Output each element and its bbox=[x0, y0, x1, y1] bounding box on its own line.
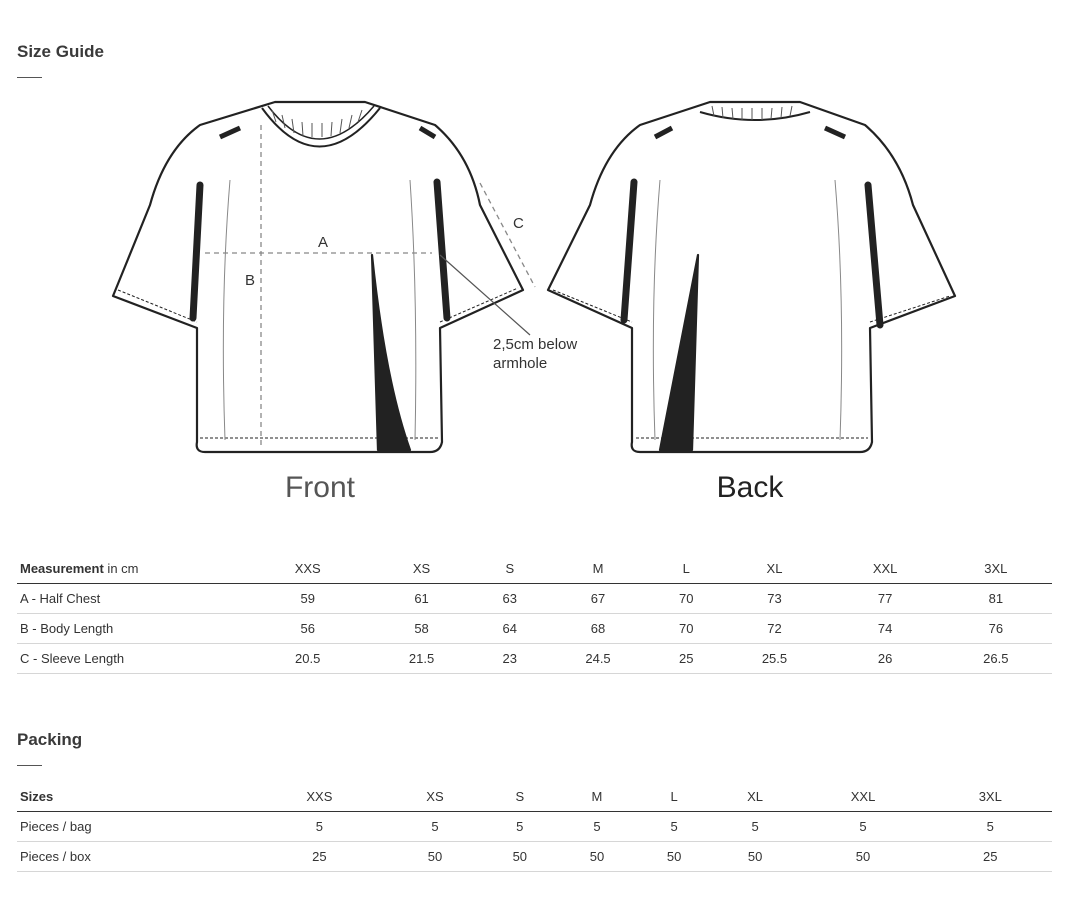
cell-value: 50 bbox=[855, 849, 871, 864]
back-tshirt-drawing bbox=[548, 102, 955, 452]
packing-header-label: Sizes bbox=[20, 789, 54, 804]
cell-value: 63 bbox=[502, 591, 518, 606]
front-tshirt-drawing bbox=[113, 102, 523, 452]
measurement-table bbox=[17, 554, 1052, 674]
cell-value: 50 bbox=[666, 849, 682, 864]
row-label: Pieces / bag bbox=[20, 819, 92, 834]
cell-value: 26.5 bbox=[983, 651, 1009, 666]
row-label: A - Half Chest bbox=[20, 591, 101, 606]
size-header: M bbox=[591, 789, 603, 804]
cell-value: 70 bbox=[679, 591, 694, 606]
back-label: Back bbox=[716, 471, 784, 504]
cell-value: 23 bbox=[502, 651, 518, 666]
cell-value: 25.5 bbox=[761, 651, 788, 666]
table-row bbox=[17, 812, 1052, 842]
size-header: XS bbox=[426, 789, 444, 804]
size-header: 3XL bbox=[984, 561, 1008, 576]
packing-table bbox=[17, 782, 1052, 872]
cell-value: 50 bbox=[589, 849, 605, 864]
cell-value: 50 bbox=[512, 849, 528, 864]
cell-value: 50 bbox=[427, 849, 443, 864]
size-guide-title: Size Guide bbox=[17, 42, 104, 61]
cell-value: 67 bbox=[590, 591, 606, 606]
table-row bbox=[17, 584, 1052, 614]
cell-value: 72 bbox=[767, 621, 782, 636]
cell-value: 5 bbox=[593, 819, 601, 834]
cell-value: 20.5 bbox=[295, 651, 321, 666]
packing-title-underline bbox=[17, 765, 42, 766]
size-header: L bbox=[682, 561, 690, 576]
measurement-header-unit: in cm bbox=[103, 561, 139, 576]
row-label: B - Body Length bbox=[20, 621, 114, 636]
cell-value: 81 bbox=[988, 591, 1004, 606]
size-header: M bbox=[592, 561, 604, 576]
measurement-header-bold: Measurement bbox=[20, 561, 104, 576]
cell-value: 5 bbox=[670, 819, 678, 834]
packing-title: Packing bbox=[17, 730, 83, 749]
cell-value: 61 bbox=[414, 591, 429, 606]
cell-value: 76 bbox=[988, 621, 1004, 636]
cell-value: 25 bbox=[983, 849, 998, 864]
size-header: S bbox=[515, 789, 525, 804]
cell-value: 5 bbox=[986, 819, 994, 834]
measurement-header-row bbox=[17, 554, 1052, 584]
label-b: B bbox=[245, 272, 256, 289]
measurement-header-label bbox=[17, 554, 250, 584]
cell-value: 26 bbox=[877, 651, 893, 666]
cell-value: 5 bbox=[859, 819, 867, 834]
size-header: XXL bbox=[872, 561, 898, 576]
size-header: XL bbox=[747, 789, 764, 804]
cell-value: 24.5 bbox=[585, 651, 611, 666]
cell-value: 25 bbox=[679, 651, 694, 666]
table-row bbox=[17, 614, 1052, 644]
size-header: XL bbox=[766, 561, 783, 576]
cell-value: 5 bbox=[751, 819, 759, 834]
cell-value: 5 bbox=[315, 819, 323, 834]
cell-value: 77 bbox=[877, 591, 893, 606]
table-row bbox=[17, 644, 1052, 674]
cell-value: 74 bbox=[877, 621, 893, 636]
size-guide-illustration bbox=[0, 90, 1070, 510]
row-label: Pieces / box bbox=[20, 849, 91, 864]
cell-value: 56 bbox=[300, 621, 315, 636]
cell-value: 25 bbox=[312, 849, 327, 864]
table-row bbox=[17, 842, 1052, 872]
row-label: C - Sleeve Length bbox=[20, 651, 125, 666]
cell-value: 5 bbox=[431, 819, 439, 834]
size-header: XXS bbox=[294, 561, 321, 576]
cell-value: 73 bbox=[767, 591, 782, 606]
title-underline bbox=[17, 77, 42, 78]
cell-value: 64 bbox=[502, 621, 518, 636]
size-header: L bbox=[670, 789, 678, 804]
label-a: A bbox=[318, 234, 329, 251]
size-header: S bbox=[505, 561, 515, 576]
armhole-note-line2: armhole bbox=[493, 355, 548, 372]
armhole-note-line1: 2,5cm below bbox=[493, 336, 578, 353]
cell-value: 70 bbox=[679, 621, 694, 636]
cell-value: 50 bbox=[747, 849, 763, 864]
front-label: Front bbox=[284, 471, 356, 504]
cell-value: 68 bbox=[590, 621, 606, 636]
size-header: XXL bbox=[850, 789, 876, 804]
cell-value: 5 bbox=[516, 819, 524, 834]
cell-value: 59 bbox=[300, 591, 315, 606]
size-header: XXS bbox=[306, 789, 333, 804]
packing-header-row bbox=[17, 782, 1052, 812]
cell-value: 58 bbox=[414, 621, 429, 636]
size-header: 3XL bbox=[978, 789, 1002, 804]
label-c: C bbox=[513, 215, 524, 232]
cell-value: 21.5 bbox=[408, 651, 435, 666]
size-header: XS bbox=[412, 561, 431, 576]
